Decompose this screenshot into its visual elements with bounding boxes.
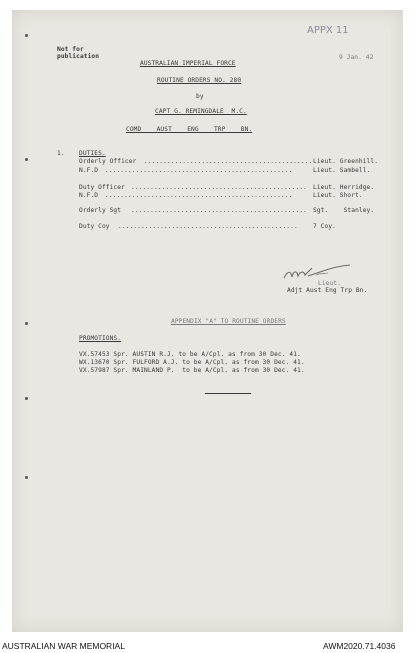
duty-value: Lieut. Sambell. bbox=[313, 167, 371, 174]
duty-value: Lieut. Short. bbox=[313, 192, 363, 199]
duty-label: Orderly Officer bbox=[79, 158, 137, 165]
promotion-entry: WX.13670 Spr. FULFORD A.J. to be A/Cpl. as from 30 Dec. 41. bbox=[79, 359, 305, 366]
duty-value: Lieut. Greenhill. bbox=[313, 158, 379, 165]
duty-label: Orderly Sgt bbox=[79, 207, 122, 214]
document-date: 9 Jan. 42 bbox=[339, 54, 374, 61]
force-title: AUSTRALIAN IMPERIAL FORCE bbox=[140, 60, 236, 67]
duty-label: N.F.D bbox=[79, 192, 99, 199]
duty-label: Duty Officer bbox=[79, 184, 125, 191]
duties-heading: DUTIES. bbox=[79, 150, 106, 157]
signatory-rank: Lieut. bbox=[318, 280, 341, 287]
punch-hole bbox=[25, 476, 28, 479]
unit-name: COMD AUST ENG TRP BN. bbox=[126, 126, 253, 133]
promotion-entry: VX.57987 Spr. MAINLAND P. to be A/Cpl. as from 30 Dec. 41. bbox=[79, 367, 305, 374]
promotion-entry: VX.57453 Spr. AUSTIN R.J. to be A/Cpl. as from 30 Dec. 41. bbox=[79, 351, 301, 358]
distribution-note-line2: publication bbox=[57, 53, 100, 60]
duty-value: 7 Coy. bbox=[313, 223, 336, 230]
dot-leader: ................................................. bbox=[105, 167, 293, 174]
punch-hole bbox=[25, 397, 28, 400]
footer-accession-number: AWM2020.71.4036 bbox=[323, 641, 396, 651]
punch-hole bbox=[25, 158, 28, 161]
punch-hole bbox=[25, 34, 28, 37]
duty-value: Lieut. Herridge. bbox=[313, 184, 375, 191]
duty-label: Duty Coy bbox=[79, 223, 110, 230]
closing-rule bbox=[205, 393, 251, 394]
commander-name: CAPT G. REMINGDALE M.C. bbox=[155, 108, 247, 115]
duty-value: Sgt. Stanley. bbox=[313, 207, 375, 214]
appendix-title: APPENDIX "A" TO ROUTINE ORDERS bbox=[171, 318, 286, 325]
orders-title: ROUTINE ORDERS NO. 280 bbox=[157, 77, 242, 84]
signatory-title: Adjt Aust Eng Trp Bn. bbox=[287, 287, 368, 294]
dot-leader: .............................................. bbox=[131, 184, 307, 191]
section-number: 1. bbox=[57, 150, 65, 157]
by-line: by bbox=[196, 93, 204, 100]
dot-leader: ................................................. bbox=[105, 192, 293, 199]
duty-label: N.F.D bbox=[79, 167, 99, 174]
archive-stamp: APPX 11 bbox=[307, 25, 349, 36]
punch-hole bbox=[25, 322, 28, 325]
distribution-note-line1: Not for bbox=[57, 46, 84, 53]
footer-bar bbox=[0, 640, 415, 653]
dot-leader: .............................................. bbox=[131, 207, 307, 214]
footer-source: AUSTRALIAN WAR MEMORIAL bbox=[2, 641, 125, 651]
dot-leader: ............................................... bbox=[118, 223, 298, 230]
dot-leader: ............................................ bbox=[144, 158, 313, 165]
promotions-heading: PROMOTIONS. bbox=[79, 335, 122, 342]
